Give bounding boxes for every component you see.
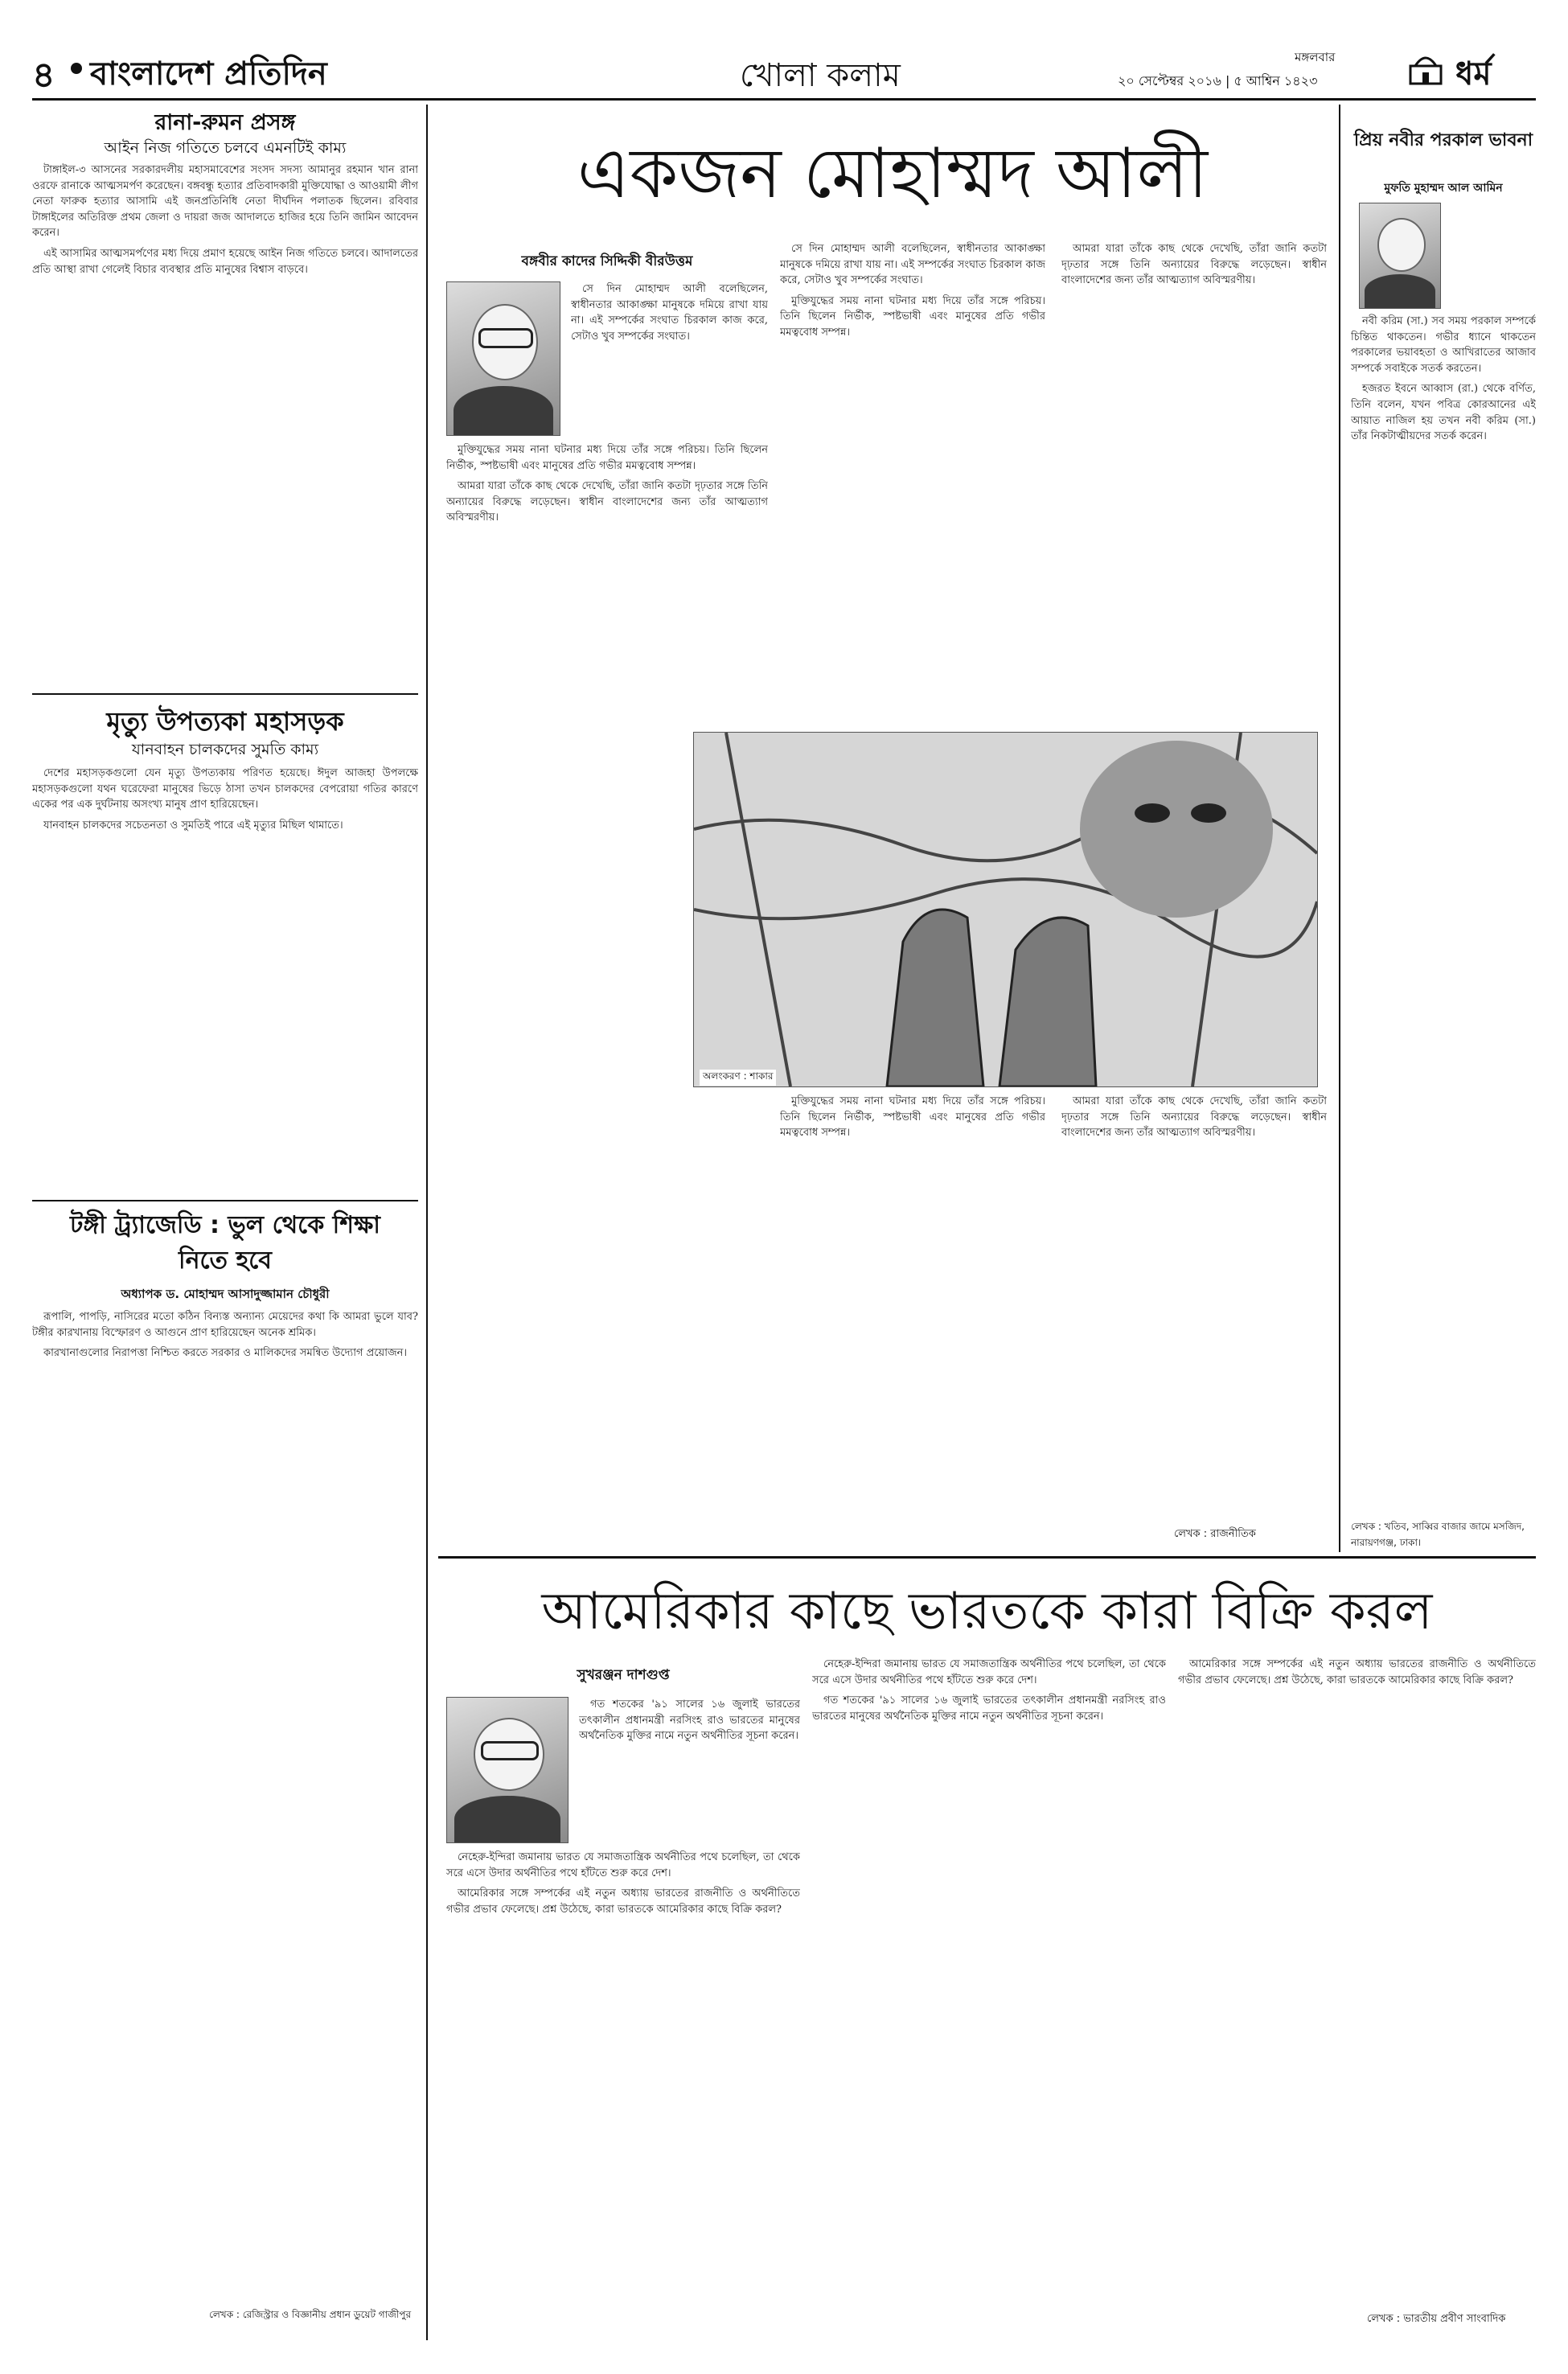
main-article-column-3 xyxy=(1061,241,1327,724)
left-section2-subtitle: যানবাহন চালকদের সুমতি কাম্য xyxy=(131,741,319,758)
left-section2-body xyxy=(32,766,418,1192)
page-header xyxy=(32,48,1536,97)
left-divider-1 xyxy=(32,693,418,695)
paragraph: আমেরিকার সঙ্গে সম্পর্কের এই নতুন অধ্যায় ভারতের রাজনীতি ও অর্থনীতিতে গভীর প্রভাব ফেলেছে। প্রশ্ন উঠেছে, কারা ভারতকে আমেরিকার কাছে বিক্রি করল? xyxy=(1178,1658,1536,1686)
bottom-article-column-2 xyxy=(812,1657,1166,2332)
paragraph: হজরত ইবনে আব্বাস (রা.) থেকে বর্ণিত, তিনি বলেন, যখন পবিত্র কোরআনের এই আয়াত নাজিল হয় তখন নবী করিম (সা.) তাঁর নিকটাত্মীয়দের সতর্ক করেন। xyxy=(1351,383,1536,443)
paragraph: সে দিন মোহাম্মদ আলী বলেছিলেন, স্বাধীনতার আকাঙ্ক্ষা মানুষকে দমিয়ে রাখা যায় না। এই সম্পর্কের সংঘাত চিরকাল কাজ করে, সেটাও খুব সম্পর্কের সংঘাত। xyxy=(780,243,1045,287)
date: ২০ সেপ্টেম্বর ২০১৬ | ৫ আশ্বিন ১৪২৩ xyxy=(1118,73,1318,88)
paragraph: আমরা যারা তাঁকে কাছ থেকে দেখেছি, তাঁরা জানি কতটা দৃঢ়তার সঙ্গে তিনি অন্যায়ের বিরুদ্ধে লড়েছেন। স্বাধীন বাংলাদেশের জন্য তাঁর আত্মত্যাগ অবিস্মরণীয়। xyxy=(1061,243,1327,287)
paragraph: মুক্তিযুদ্ধের সময় নানা ঘটনার মধ্য দিয়ে তাঁর সঙ্গে পরিচয়। তিনি ছিলেন নির্ভীক, স্পষ্টভাষী এবং মানুষের প্রতি গভীর মমত্ববোধ সম্পন্ন। xyxy=(446,444,768,472)
paragraph: মুক্তিযুদ্ধের সময় নানা ঘটনার মধ্য দিয়ে তাঁর সঙ্গে পরিচয়। তিনি ছিলেন নির্ভীক, স্পষ্টভাষী এবং মানুষের প্রতি গভীর মমত্ববোধ সম্পন্ন। xyxy=(780,294,1045,339)
main-article-author: বঙ্গবীর কাদের সিদ্দিকী বীরউত্তম xyxy=(521,253,693,269)
paragraph: যানবাহন চালকদের সচেতনতা ও সুমতিই পারে এই মৃত্যুর মিছিল থামাতে। xyxy=(43,819,343,832)
main-article-column-2 xyxy=(780,241,1045,724)
header-rule xyxy=(32,98,1536,101)
right-column-body xyxy=(1351,314,1536,1520)
left-section3-body xyxy=(32,1309,418,2298)
right-author-photo xyxy=(1359,203,1441,309)
left-section3-author: অধ্যাপক ড. মোহাম্মদ আসাদুজ্জামান চৌধুরী xyxy=(121,1287,330,1301)
bottom-article-title: আমেরিকার কাছে ভারতকে কারা বিক্রি করল xyxy=(541,1582,1433,1641)
main-article-column-3b xyxy=(1061,1094,1327,1520)
paragraph: আমেরিকার সঙ্গে সম্পর্কের এই নতুন অধ্যায় ভারতের রাজনীতি ও অর্থনীতিতে গভীর প্রভাব ফেলেছে। প্রশ্ন উঠেছে, কারা ভারতকে আমেরিকার কাছে বিক্রি করল? xyxy=(446,1887,800,1916)
right-column-rule xyxy=(1339,105,1340,1552)
left-section3-footnote: লেখক : রেজিস্ট্রার ও বিজ্ঞানীয় প্রধান ডুয়েট গাজীপুর xyxy=(209,2309,412,2320)
illustration-credit: অলংকরণ : শাকার xyxy=(700,1070,776,1086)
left-section1-title: রানা-রুমন প্রসঙ্গ xyxy=(154,110,296,135)
paragraph: সে দিন মোহাম্মদ আলী বলেছিলেন, স্বাধীনতার আকাঙ্ক্ষা মানুষকে দমিয়ে রাখা যায় না। এই সম্পর্কের সংঘাত চিরকাল কাজ করে, সেটাও খুব সম্পর্কের সংঘাত। xyxy=(571,283,768,343)
main-article-title: একজন মোহাম্মদ আলী xyxy=(577,133,1209,214)
left-divider-2 xyxy=(32,1200,418,1201)
paragraph: রূপালি, পাপড়ি, নাসিরের মতো কঠিন বিন্যস্ত অন্যান্য মেয়েদের কথা কি আমরা ভুলে যাব? টঙ্গীর কারখানায় বিস্ফোরণ ও আগুনে প্রাণ হারিয়েছেন অনেক শ্রমিক। xyxy=(32,1311,418,1339)
paragraph: নবী করিম (সা.) সব সময় পরকাল সম্পর্কে চিন্তিত থাকতেন। গভীর ধ্যানে থাকতেন পরকালের ভয়াবহতা ও আখিরাতের আজাব সম্পর্কে সবাইকে সতর্ক করতেন। xyxy=(1351,315,1536,375)
author-photo xyxy=(446,281,560,436)
left-section3-title: টঙ্গী ট্র্যাজেডি : ভুল থেকে শিক্ষা নিতে হবে xyxy=(70,1211,380,1275)
bottom-article-rule xyxy=(438,1556,1536,1559)
section-name: খোলা কলাম xyxy=(740,57,901,94)
paragraph: নেহেরু-ইন্দিরা জমানায় ভারত যে সমাজতান্ত্রিক অর্থনীতির পথে চলেছিল, তা থেকে সরে এসে উদার অর্থনীতির পথে হাঁটতে শুরু করে দেশ। xyxy=(812,1658,1166,1686)
paragraph: গত শতকের '৯১ সালের ১৬ জুলাই ভারতের তৎকালীন প্রধানমন্ত্রী নরসিংহ রাও ভারতের মানুষের অর্থনৈতিক মুক্তির নামে নতুন অর্থনীতির সূচনা করেন। xyxy=(579,1698,800,1743)
paragraph: আমরা যারা তাঁকে কাছ থেকে দেখেছি, তাঁরা জানি কতটা দৃঢ়তার সঙ্গে তিনি অন্যায়ের বিরুদ্ধে লড়েছেন। স্বাধীন বাংলাদেশের জন্য তাঁর আত্মত্যাগ অবিস্মরণীয়। xyxy=(446,480,768,524)
paragraph: গত শতকের '৯১ সালের ১৬ জুলাই ভারতের তৎকালীন প্রধানমন্ত্রী নরসিংহ রাও ভারতের মানুষের অর্থনৈতিক মুক্তির নামে নতুন অর্থনীতির সূচনা করেন। xyxy=(812,1694,1166,1723)
paragraph: আমরা যারা তাঁকে কাছ থেকে দেখেছি, তাঁরা জানি কতটা দৃঢ়তার সঙ্গে তিনি অন্যায়ের বিরুদ্ধে লড়েছেন। স্বাধীন বাংলাদেশের জন্য তাঁর আত্মত্যাগ অবিস্মরণীয়। xyxy=(1061,1095,1327,1140)
bottom-article-column-1 xyxy=(579,1697,800,1842)
paragraph: কারখানাগুলোর নিরাপত্তা নিশ্চিত করতে সরকার ও মালিকদের সমন্বিত উদ্যোগ প্রয়োজন। xyxy=(43,1347,408,1360)
paragraph: দেশের মহাসড়কগুলো যেন মৃত্যু উপত্যকায় পরিণত হয়েছে। ঈদুল আজহা উপলক্ষে মহাসড়কগুলো যথন ঘরেফেরা মানুষের ভিড়ে ঠাসা তখন চালকদের বেপরোয়া গতির কারণে একের পর এক দুর্ঘটনায় অসংখ্য মানুষ প্রাণ হারিয়েছেন। xyxy=(32,767,418,811)
bottom-article-author: সুখরঞ্জন দাশগুপ্ত xyxy=(577,1667,670,1683)
paragraph: নেহেরু-ইন্দিরা জমানায় ভারত যে সমাজতান্ত্রিক অর্থনীতির পথে চলেছিল, তা থেকে সরে এসে উদার অর্থনীতির পথে হাঁটতে শুরু করে দেশ। xyxy=(446,1851,800,1879)
main-article-column-2b xyxy=(780,1094,1045,1544)
bottom-article-column-3 xyxy=(1178,1657,1536,2308)
newspaper-name: বাংলাদেশ প্রতিদিন xyxy=(90,55,327,92)
right-column-footnote: লেখক : খতিব, সাব্বির বাজার জামে মসজিদ, নারায়ণগঞ্জ, ঢাকা। xyxy=(1351,1521,1525,1548)
page-number: ৪ xyxy=(32,55,55,96)
paragraph: এই আসামির আত্মসমর্পণের মধ্য দিয়ে প্রমাণ হয়েছে আইন নিজ গতিতে চলবে। আদালতের প্রতি আস্থা রাখা গেলেই বিচার ব্যবস্থার প্রতি মানুষের বিশ্বাস বাড়বে। xyxy=(32,247,418,276)
article-illustration xyxy=(693,732,1318,1087)
left-section1-subtitle: আইন নিজ গতিতে চলবে এমনটিই কাম্য xyxy=(104,139,347,157)
left-section1-body xyxy=(32,162,418,685)
fists-illustration-icon xyxy=(694,733,1317,1086)
weekday: মঙ্গলবার xyxy=(1295,50,1336,64)
main-article-column-1 xyxy=(571,281,768,434)
paragraph: টাঙ্গাইল-৩ আসনের সরকারদলীয় মহাসমাবেশের সংসদ সদস্য আমানুর রহমান খান রানা ওরফে রানাকে আত্মসমর্পণ করেছেন। বঙ্গবন্ধু হত্যার প্রতিবাদকারী মুক্তিযোদ্ধা ও আওয়ামী লীগ নেতা ফারুক হত্যার আসামি এই জনপ্রতিনিধি নেতা দীর্ঘদিন পলাতক ছিলেন। রবিবার টাঙ্গাইলের অতিরিক্ত প্রথম জেলা ও দায়রা জজ আদালতে হাজির হয়ে তিনি জামিন আবেদন করেন। xyxy=(32,164,418,240)
left-section2-title: মৃত্যু উপত্যকা মহাসড়ক xyxy=(106,706,344,737)
right-column-author: মুফতি মুহাম্মদ আল আমিন xyxy=(1384,182,1503,195)
religion-section-label: ধর্ম xyxy=(1455,55,1492,92)
mosque-icon xyxy=(1407,48,1444,85)
bullet-icon xyxy=(71,63,82,74)
bottom-author-photo xyxy=(446,1697,569,1843)
left-column-rule xyxy=(426,105,428,2340)
bottom-article-footnote: লেখক : ভারতীয় প্রবীণ সাংবাদিক xyxy=(1367,2313,1506,2325)
main-article-footnote: লেখক : রাজনীতিক xyxy=(1174,1528,1256,1540)
paragraph: মুক্তিযুদ্ধের সময় নানা ঘটনার মধ্য দিয়ে তাঁর সঙ্গে পরিচয়। তিনি ছিলেন নির্ভীক, স্পষ্টভাষী এবং মানুষের প্রতি গভীর মমত্ববোধ সম্পন্ন। xyxy=(780,1095,1045,1140)
bottom-article-column-1b xyxy=(446,1850,800,2332)
right-column-title: প্রিয় নবীর পরকাল ভাবনা xyxy=(1353,130,1533,150)
